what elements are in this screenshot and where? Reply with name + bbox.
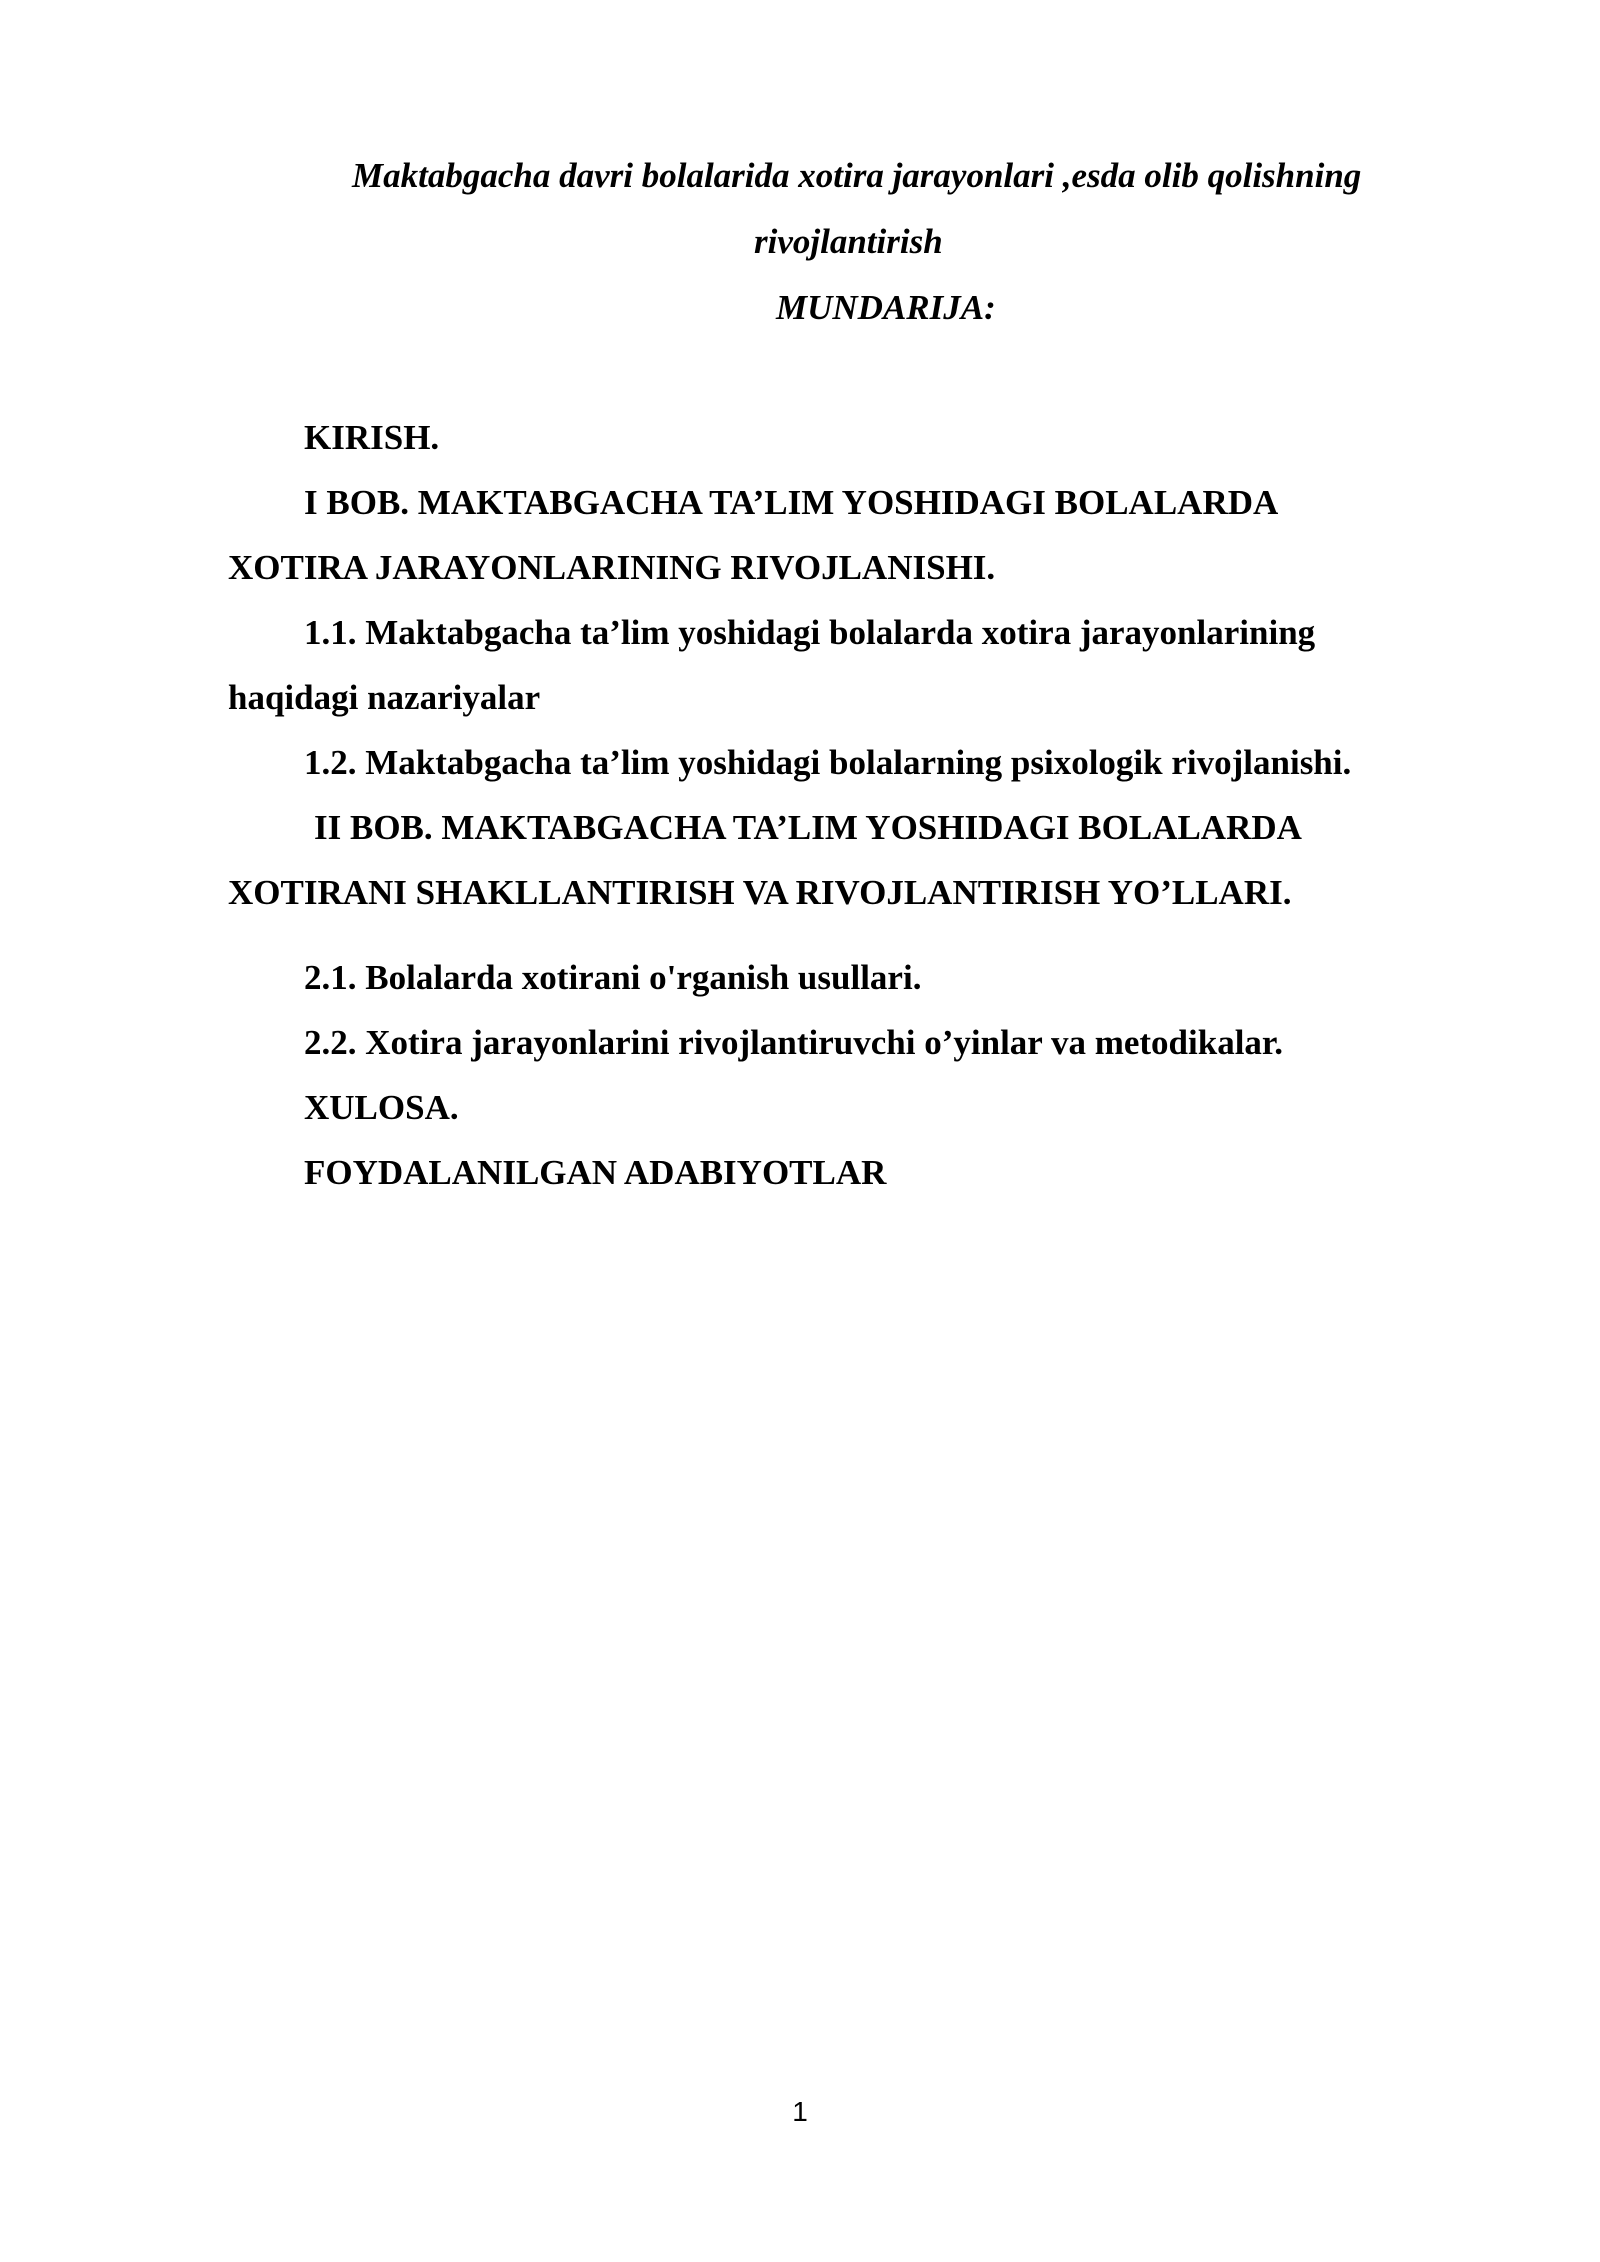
toc-entry-section-1-1-cont: haqidagi nazariyalar [228,678,541,717]
toc-entry-chapter-2: II BOB. MAKTABGACHA TA’LIM YOSHIDAGI BOLALARDA [314,808,1302,847]
toc-entry-section-1-2: 1.2. Maktabgacha ta’lim yoshidagi bolalarning psixologik rivojlanishi. [304,743,1352,782]
toc-entry-chapter-1: I BOB. MAKTABGACHA TA’LIM YOSHIDAGI BOLALARDA [304,483,1279,522]
toc-entry-conclusion: XULOSA. [304,1088,459,1127]
toc-entry-section-2-2: 2.2. Xotira jarayonlarini rivojlantiruvchi o’yinlar va metodikalar. [304,1023,1283,1062]
toc-entry-chapter-2-cont: XOTIRANI SHAKLLANTIRISH VA RIVOJLANTIRISH YO’LLARI. [228,873,1292,912]
toc-entry-section-1-1: 1.1. Maktabgacha ta’lim yoshidagi bolalarda xotira jarayonlarining [304,613,1316,652]
toc-entry-introduction: KIRISH. [304,418,440,457]
page-number: 1 [792,2096,808,2127]
contents-heading: MUNDARIJA: [776,288,996,327]
document-title-line-1: Maktabgacha davri bolalarida xotira jarayonlari ,esda olib qolishning [352,156,1362,195]
document-title-line-2: rivojlantirish [754,222,943,261]
toc-entry-section-2-1: 2.1. Bolalarda xotirani o'rganish usullari. [304,958,922,997]
toc-entry-references: FOYDALANILGAN ADABIYOTLAR [304,1153,887,1192]
toc-entry-chapter-1-cont: XOTIRA JARAYONLARINING RIVOJLANISHI. [228,548,996,587]
